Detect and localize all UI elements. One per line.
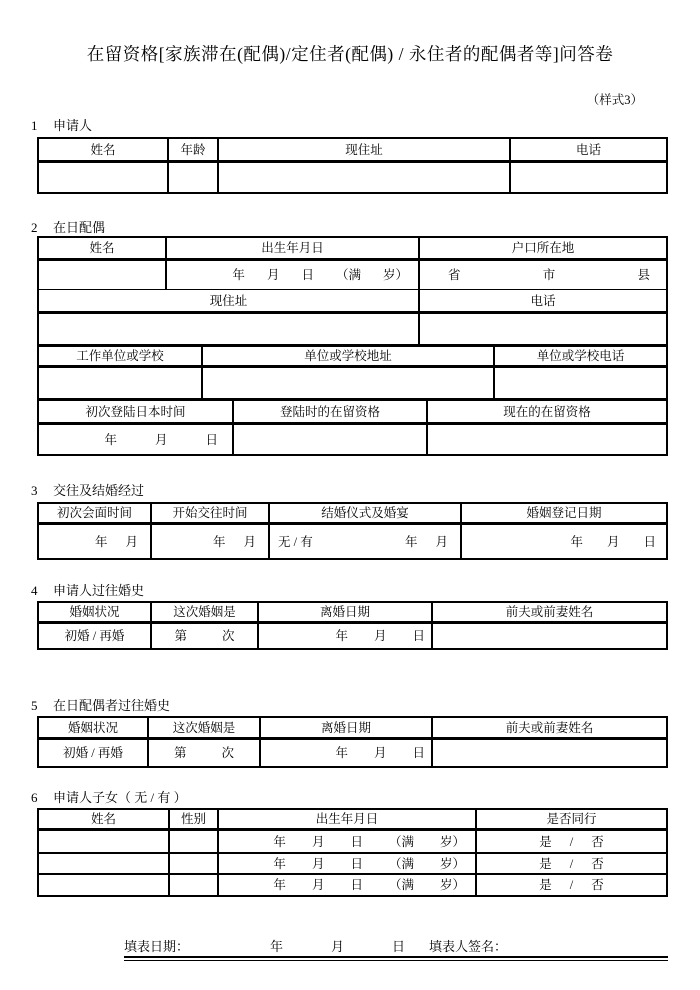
city-label: 市 bbox=[542, 268, 556, 282]
col-header-first-landing: 初次登陆日本时间 bbox=[39, 401, 234, 425]
empty-cell bbox=[39, 854, 170, 875]
section-title: 申请人过往婚史 bbox=[53, 583, 145, 598]
ordinal-placeholder bbox=[149, 740, 261, 768]
table-header-row bbox=[39, 238, 668, 261]
birthdate-placeholder bbox=[167, 261, 420, 292]
month-label: 月 bbox=[243, 534, 256, 549]
ordinal-prefix-label: 第 bbox=[174, 629, 187, 643]
day-label: 日 bbox=[412, 629, 425, 643]
date-placeholder bbox=[259, 624, 433, 650]
table-header-row bbox=[39, 347, 668, 368]
section-5-label bbox=[31, 699, 170, 713]
ordinal-suffix-label: 次 bbox=[221, 746, 235, 760]
month-label: 月 bbox=[373, 629, 387, 643]
year-label: 年 bbox=[232, 268, 245, 282]
table-header-row bbox=[39, 401, 668, 425]
month-label: 月 bbox=[373, 746, 387, 760]
spouse-marriage-history-table bbox=[37, 716, 668, 768]
table-row bbox=[39, 740, 668, 768]
empty-cell bbox=[169, 163, 219, 194]
month-label: 月 bbox=[331, 939, 345, 954]
section-number: 4 bbox=[31, 583, 38, 598]
year-label: 年 bbox=[94, 534, 108, 549]
empty-cell bbox=[420, 314, 668, 347]
birthdate-placeholder bbox=[219, 854, 477, 875]
table-row bbox=[39, 831, 668, 854]
no-label: 否 bbox=[591, 878, 604, 892]
col-header-workplace: 工作单位或学校 bbox=[39, 347, 203, 368]
empty-cell bbox=[234, 425, 428, 456]
date-placeholder bbox=[462, 525, 668, 560]
spouse-table-work bbox=[37, 347, 668, 401]
spouse-table-identity bbox=[37, 236, 668, 292]
accompany-options bbox=[477, 831, 668, 854]
day-label: 日 bbox=[643, 534, 656, 549]
signer-label: 填表人签名： bbox=[429, 939, 508, 954]
table-row bbox=[39, 368, 668, 401]
section-4-label bbox=[31, 584, 144, 598]
empty-cell bbox=[39, 875, 170, 897]
section-number: 1 bbox=[31, 118, 38, 133]
col-header-phone: 电话 bbox=[420, 290, 668, 314]
col-header-marital-status: 婚姻状况 bbox=[39, 718, 149, 740]
month-label: 月 bbox=[606, 534, 620, 549]
region-placeholder bbox=[420, 261, 668, 292]
col-header-workplace-address: 单位或学校地址 bbox=[203, 347, 495, 368]
year-label: 年 bbox=[570, 534, 583, 549]
col-header-name: 姓名 bbox=[39, 139, 169, 163]
signature-underline-thin bbox=[124, 960, 668, 961]
year-label: 年 bbox=[104, 432, 117, 447]
year-label: 年 bbox=[404, 534, 418, 549]
table-row bbox=[39, 163, 668, 194]
col-header-ex-spouse-name: 前夫或前妻姓名 bbox=[433, 718, 668, 740]
ordinal-suffix-label: 次 bbox=[222, 629, 235, 643]
day-label: 日 bbox=[412, 746, 425, 760]
month-label: 月 bbox=[435, 534, 448, 549]
spouse-table-status bbox=[37, 401, 668, 456]
section-2-label bbox=[31, 221, 105, 235]
table-header-row bbox=[39, 139, 668, 163]
age-close-label: 岁） bbox=[439, 856, 465, 871]
empty-cell bbox=[170, 854, 219, 875]
month-label: 月 bbox=[125, 534, 138, 549]
ordinal-placeholder bbox=[152, 624, 259, 650]
birthdate-placeholder bbox=[219, 831, 477, 854]
empty-cell bbox=[170, 831, 219, 854]
year-label: 年 bbox=[273, 878, 286, 892]
col-header-age: 年龄 bbox=[169, 139, 219, 163]
table-header-row bbox=[39, 810, 668, 831]
col-header-this-marriage: 这次婚姻是 bbox=[152, 603, 259, 624]
accompany-options bbox=[477, 854, 668, 875]
month-label: 月 bbox=[311, 834, 325, 849]
county-label: 县 bbox=[637, 268, 650, 282]
col-header-wedding: 结婚仪式及婚宴 bbox=[270, 504, 462, 525]
col-header-landing-status: 登陆时的在留资格 bbox=[234, 401, 428, 425]
day-label: 日 bbox=[350, 834, 363, 849]
month-label: 月 bbox=[311, 856, 325, 871]
empty-cell bbox=[39, 261, 167, 292]
empty-cell bbox=[39, 831, 170, 854]
section-1-label bbox=[31, 119, 92, 133]
children-table bbox=[37, 808, 668, 897]
section-number: 3 bbox=[31, 483, 38, 498]
col-header-name: 姓名 bbox=[39, 238, 167, 261]
no-label: 否 bbox=[591, 834, 604, 849]
table-row bbox=[39, 854, 668, 875]
yes-label: 是 bbox=[539, 878, 552, 892]
age-open-label: （满 bbox=[388, 834, 414, 849]
month-label: 月 bbox=[154, 432, 168, 447]
table-row bbox=[39, 525, 668, 560]
date-placeholder bbox=[39, 425, 234, 456]
empty-cell bbox=[219, 163, 511, 194]
section-6-label bbox=[31, 791, 187, 805]
day-label: 日 bbox=[350, 878, 363, 892]
empty-cell bbox=[511, 163, 668, 194]
yes-label: 是 bbox=[539, 834, 552, 849]
col-header-address: 现住址 bbox=[219, 139, 511, 163]
col-header-first-meeting: 初次会面时间 bbox=[39, 504, 152, 525]
col-header-address: 现住址 bbox=[39, 290, 420, 314]
date-placeholder bbox=[405, 535, 448, 549]
day-label: 日 bbox=[350, 856, 363, 871]
empty-cell bbox=[39, 314, 420, 347]
section-title: 在日配偶者过往婚史 bbox=[53, 698, 171, 713]
col-header-dating-start: 开始交往时间 bbox=[152, 504, 270, 525]
table-header-row bbox=[39, 290, 668, 314]
month-label: 月 bbox=[311, 878, 325, 892]
year-label: 年 bbox=[212, 534, 226, 549]
col-header-this-marriage: 这次婚姻是 bbox=[149, 718, 261, 740]
col-header-name: 姓名 bbox=[39, 810, 170, 831]
wedding-placeholder bbox=[270, 525, 462, 560]
form-code: （样式3） bbox=[586, 93, 643, 107]
section-number: 2 bbox=[31, 220, 38, 235]
table-row bbox=[39, 314, 668, 347]
empty-cell bbox=[203, 368, 495, 401]
applicant-marriage-history-table bbox=[37, 601, 668, 650]
col-header-marriage-registration: 婚姻登记日期 bbox=[462, 504, 668, 525]
year-label: 年 bbox=[273, 834, 286, 849]
section-3-label bbox=[31, 484, 144, 498]
table-row bbox=[39, 624, 668, 650]
age-open-label: （满 bbox=[335, 268, 361, 282]
age-open-label: （满 bbox=[388, 878, 414, 892]
col-header-accompanying: 是否同行 bbox=[477, 810, 668, 831]
province-label: 省 bbox=[448, 268, 461, 282]
table-header-row bbox=[39, 718, 668, 740]
birthdate-placeholder bbox=[219, 875, 477, 897]
table-row bbox=[39, 261, 668, 292]
date-placeholder bbox=[152, 525, 270, 560]
marital-status-options: 初婚 / 再婚 bbox=[39, 740, 149, 768]
none-or-yes-label: 无 / 有 bbox=[278, 534, 313, 549]
day-label: 日 bbox=[301, 268, 314, 282]
col-header-workplace-phone: 单位或学校电话 bbox=[495, 347, 668, 368]
col-header-divorce-date: 离婚日期 bbox=[259, 603, 433, 624]
col-header-phone: 电话 bbox=[511, 139, 668, 163]
section-number: 5 bbox=[31, 698, 38, 713]
signature-underline-thick bbox=[124, 956, 668, 958]
section-title: 交往及结婚经过 bbox=[53, 483, 145, 498]
fill-date-label: 填表日期： bbox=[124, 939, 190, 954]
day-label: 日 bbox=[205, 432, 218, 447]
day-label: 日 bbox=[392, 939, 406, 954]
slash-label: / bbox=[569, 834, 574, 849]
col-header-birthdate: 出生年月日 bbox=[167, 238, 420, 261]
signature-line bbox=[124, 939, 667, 957]
form-title: 在留资格[家族滞在(配偶)/定住者(配偶) / 永住者的配偶者等]问答卷 bbox=[86, 44, 614, 64]
col-header-current-status: 现在的在留资格 bbox=[428, 401, 668, 425]
age-open-label: （满 bbox=[388, 856, 414, 871]
col-header-marital-status: 婚姻状况 bbox=[39, 603, 152, 624]
col-header-registered-residence: 户口所在地 bbox=[420, 238, 668, 261]
table-row bbox=[39, 425, 668, 456]
col-header-gender: 性别 bbox=[170, 810, 219, 831]
empty-cell bbox=[170, 875, 219, 897]
empty-cell bbox=[495, 368, 668, 401]
year-label: 年 bbox=[335, 629, 348, 643]
empty-cell bbox=[433, 624, 668, 650]
ordinal-prefix-label: 第 bbox=[173, 746, 187, 760]
yes-label: 是 bbox=[539, 856, 552, 871]
slash-label: / bbox=[569, 878, 574, 892]
year-label: 年 bbox=[335, 746, 348, 760]
empty-cell bbox=[39, 368, 203, 401]
applicant-table bbox=[37, 137, 668, 194]
table-header-row bbox=[39, 603, 668, 624]
empty-cell bbox=[39, 163, 169, 194]
section-number: 6 bbox=[31, 790, 38, 805]
col-header-divorce-date: 离婚日期 bbox=[261, 718, 433, 740]
spouse-table-address bbox=[37, 290, 668, 347]
age-close-label: 岁） bbox=[382, 268, 408, 282]
slash-label: / bbox=[569, 856, 574, 871]
relationship-table bbox=[37, 502, 668, 560]
col-header-birthdate: 出生年月日 bbox=[219, 810, 477, 831]
age-close-label: 岁） bbox=[439, 834, 465, 849]
table-header-row bbox=[39, 504, 668, 525]
accompany-options bbox=[477, 875, 668, 897]
section-title: 申请人子女（ 无 / 有 ） bbox=[53, 790, 187, 805]
section-title: 在日配偶 bbox=[53, 220, 106, 235]
no-label: 否 bbox=[591, 856, 604, 871]
empty-cell bbox=[433, 740, 668, 768]
date-placeholder bbox=[261, 740, 433, 768]
year-label: 年 bbox=[270, 939, 284, 954]
empty-cell bbox=[428, 425, 668, 456]
date-placeholder bbox=[39, 525, 152, 560]
age-close-label: 岁） bbox=[439, 878, 465, 892]
section-title: 申请人 bbox=[53, 118, 93, 133]
month-label: 月 bbox=[266, 268, 280, 282]
col-header-ex-spouse-name: 前夫或前妻姓名 bbox=[433, 603, 668, 624]
marital-status-options: 初婚 / 再婚 bbox=[39, 624, 152, 650]
year-label: 年 bbox=[273, 856, 286, 871]
table-row bbox=[39, 875, 668, 897]
